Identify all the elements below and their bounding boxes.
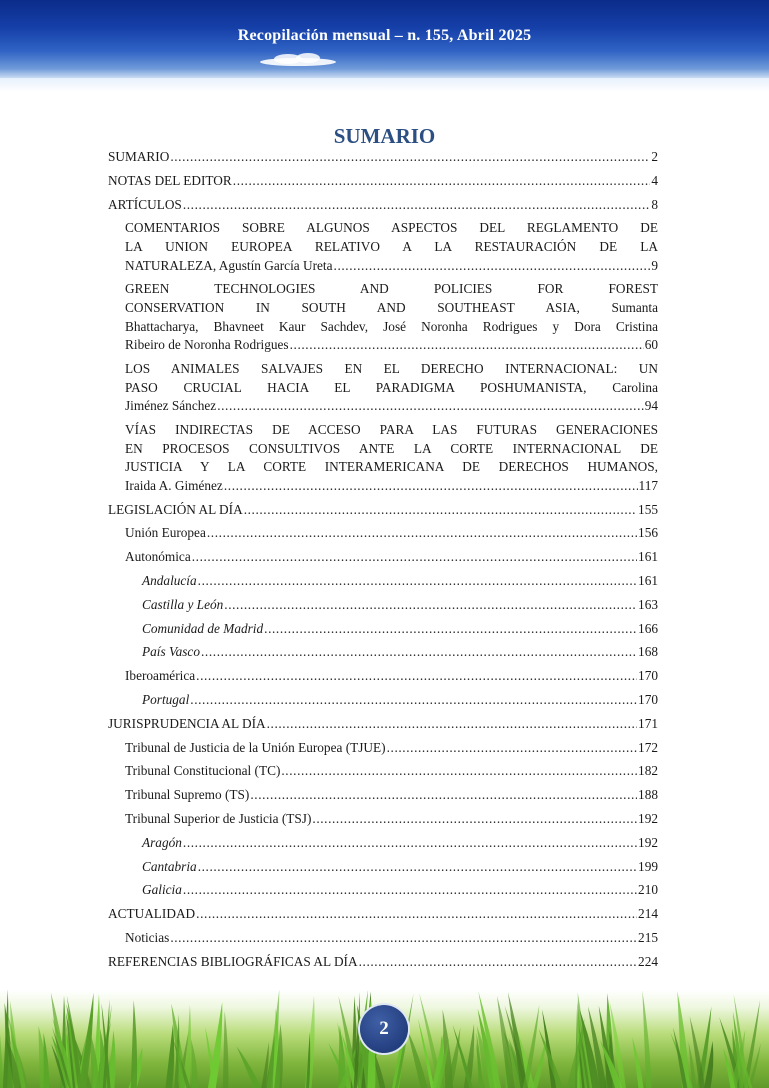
toc-dot-leader	[224, 596, 637, 615]
toc-dot-leader	[192, 548, 637, 567]
toc-entry-page: 214	[638, 906, 658, 922]
toc-dot-leader	[170, 148, 650, 167]
toc-entry-page: 94	[644, 398, 658, 414]
toc-entry-page: 199	[638, 858, 658, 874]
toc-entry[interactable]	[125, 421, 658, 495]
toc-dot-leader	[387, 739, 637, 758]
toc-entry-line: EN PROCESOS CONSULTIVOS ANTE LA CORTE INTERNACIONAL DE	[125, 440, 658, 456]
toc-entry-line: LA UNION EUROPEA RELATIVO A LA RESTAURACIÓN DE LA	[125, 238, 658, 254]
toc-entry-label: Iraida A. Giménez	[125, 477, 223, 493]
toc-entry-page: 224	[638, 953, 658, 969]
toc-dot-leader	[198, 572, 637, 591]
toc-entry-page: 182	[638, 763, 658, 779]
toc-dot-leader	[312, 810, 637, 829]
toc-entry[interactable]	[142, 691, 658, 710]
toc-dot-leader	[196, 905, 637, 924]
toc-entry[interactable]	[108, 172, 658, 191]
toc-entry[interactable]	[142, 620, 658, 639]
toc-entry-page: 168	[638, 644, 658, 660]
toc-entry-line: VÍAS INDIRECTAS DE ACCESO PARA LAS FUTURAS GENERACIONES	[125, 422, 658, 437]
toc-entry[interactable]	[125, 929, 658, 948]
toc-dot-leader	[233, 172, 651, 191]
toc-dot-leader	[281, 762, 637, 781]
toc-entry-page: 155	[638, 501, 658, 517]
toc-dot-leader	[183, 196, 651, 215]
toc-entry[interactable]	[108, 905, 658, 924]
toc-dot-leader	[217, 397, 644, 416]
toc-dot-leader	[290, 336, 644, 355]
toc-dot-leader	[244, 501, 637, 520]
toc-entry[interactable]	[142, 596, 658, 615]
toc-dot-leader	[196, 667, 637, 686]
toc-dot-leader	[170, 929, 637, 948]
toc-entry-page: 188	[638, 787, 658, 803]
toc-entry-line: Bhattacharya, Bhavneet Kaur Sachdev, José Noronha Rodrigues y Dora Cristina	[125, 318, 658, 334]
toc-entry-label: Andalucía	[142, 573, 197, 588]
toc-entry[interactable]	[125, 280, 658, 354]
toc-entry-label: SUMARIO	[108, 149, 170, 164]
toc-entry-page: 170	[638, 692, 658, 707]
toc-entry-page: 163	[638, 596, 658, 612]
toc-dot-leader	[267, 715, 637, 734]
toc-entry[interactable]	[125, 786, 658, 805]
toc-entry[interactable]	[125, 762, 658, 781]
toc-entry-page: 161	[638, 549, 658, 565]
toc-entry-page: 210	[638, 882, 658, 898]
toc-entry-page: 60	[644, 337, 658, 353]
toc-entry-line: JUSTICIA Y LA CORTE INTERAMERICANA DE DERECHOS HUMANOS,	[125, 459, 658, 475]
header-title: Recopilación mensual – n. 155, Abril 2025	[237, 27, 532, 44]
toc-entry-line: GREEN TECHNOLOGIES AND POLICIES FOR FOREST	[125, 281, 658, 297]
toc-entry-page: 9	[651, 257, 658, 273]
toc-entry-label: Castilla y León	[142, 596, 224, 612]
toc-entry-page: 192	[638, 811, 658, 826]
toc-entry-label: Aragón	[142, 834, 182, 850]
toc-entry-label: Tribunal Supremo (TS)	[125, 787, 250, 803]
toc-entry-label: Tribunal Superior de Justicia (TSJ)	[125, 811, 312, 826]
toc-entry[interactable]	[125, 360, 658, 416]
toc-dot-leader	[250, 786, 637, 805]
toc-entry[interactable]	[125, 548, 658, 567]
toc-entry[interactable]	[142, 834, 658, 853]
toc-entry-label: ACTUALIDAD	[108, 906, 196, 922]
toc-entry[interactable]	[142, 858, 658, 877]
toc-entry-page: 8	[651, 196, 658, 212]
toc-dot-leader	[207, 524, 637, 543]
toc-entry[interactable]	[125, 810, 658, 829]
toc-entry-page: 4	[651, 172, 658, 188]
toc-entry-label: Tribunal de Justicia de la Unión Europea (TJUE)	[125, 739, 386, 755]
toc-entry-label: Galicia	[142, 882, 182, 898]
toc-dot-leader	[183, 881, 637, 900]
toc-entry-page: 172	[638, 739, 658, 755]
toc-entry-label: LEGISLACIÓN AL DÍA	[108, 501, 243, 517]
toc-entry[interactable]	[125, 667, 658, 686]
toc-entry[interactable]	[142, 881, 658, 900]
toc-entry-page: 156	[638, 525, 658, 541]
toc-entry[interactable]	[108, 953, 658, 972]
toc-dot-leader	[359, 953, 637, 972]
toc-entry-page: 215	[638, 930, 658, 945]
toc-entry-label: Jiménez Sánchez	[125, 398, 217, 414]
toc-dot-leader	[264, 620, 637, 639]
toc-dot-leader	[224, 477, 638, 496]
toc-entry-label: NATURALEZA, Agustín García Ureta	[125, 257, 333, 273]
toc-entry-label: JURISPRUDENCIA AL DÍA	[108, 715, 266, 731]
toc-entry[interactable]	[142, 643, 658, 662]
toc-dot-leader	[183, 834, 637, 853]
toc-entry-label: País Vasco	[142, 644, 200, 660]
toc-entry-label: Ribeiro de Noronha Rodrigues	[125, 337, 289, 353]
toc-entry-page: 171	[638, 715, 658, 731]
page-number-badge: 2	[360, 1005, 408, 1053]
toc-entry-label: Noticias	[125, 930, 170, 945]
toc-entry-page: 161	[638, 573, 658, 588]
toc-entry[interactable]	[125, 739, 658, 758]
toc-dot-leader	[190, 691, 637, 710]
toc-entry[interactable]	[108, 148, 658, 167]
toc-entry-label: Cantabria	[142, 858, 197, 874]
toc-entry-line: COMENTARIOS SOBRE ALGUNOS ASPECTOS DEL REGLAMENTO DE	[125, 220, 658, 236]
toc-entry[interactable]	[108, 501, 658, 520]
toc-entry-page: 170	[638, 668, 658, 684]
toc-entry-label: Autonómica	[125, 549, 191, 565]
page-title: SUMARIO	[333, 124, 436, 148]
toc-entry-line: CONSERVATION IN SOUTH AND SOUTHEAST ASIA, Sumanta	[125, 299, 658, 315]
toc-entry-line: LOS ANIMALES SALVAJES EN EL DERECHO INTERNACIONAL: UN	[125, 361, 658, 376]
toc-entry-label: REFERENCIAS BIBLIOGRÁFICAS AL DÍA	[108, 953, 358, 969]
toc-dot-leader	[334, 257, 651, 276]
toc-entry[interactable]	[125, 524, 658, 543]
toc-entry-label: Tribunal Constitucional (TC)	[125, 763, 281, 779]
toc-entry[interactable]	[125, 219, 658, 275]
toc-entry-page: 166	[638, 620, 658, 636]
toc-entry[interactable]	[108, 196, 658, 215]
toc-entry-page: 192	[638, 834, 658, 850]
toc-dot-leader	[198, 858, 637, 877]
toc-entry-label: Unión Europea	[125, 525, 206, 541]
toc-entry-label: ARTÍCULOS	[108, 196, 182, 212]
cloud-icon	[258, 52, 338, 68]
toc-entry-label: Iberoamérica	[125, 668, 196, 684]
toc-entry-label: Portugal	[142, 692, 190, 707]
toc-entry-label: NOTAS DEL EDITOR	[108, 172, 232, 188]
toc-entry-line: PASO CRUCIAL HACIA EL PARADIGMA POSHUMANISTA, Carolina	[125, 379, 658, 395]
toc-dot-leader	[201, 643, 637, 662]
toc-entry[interactable]	[142, 572, 658, 591]
toc-entry[interactable]	[108, 715, 658, 734]
toc-entry-page: 117	[638, 477, 658, 493]
header-banner	[0, 0, 769, 78]
toc-entry-label: Comunidad de Madrid	[142, 620, 264, 636]
toc-entry-page: 2	[651, 149, 658, 164]
header-fade	[0, 78, 769, 92]
